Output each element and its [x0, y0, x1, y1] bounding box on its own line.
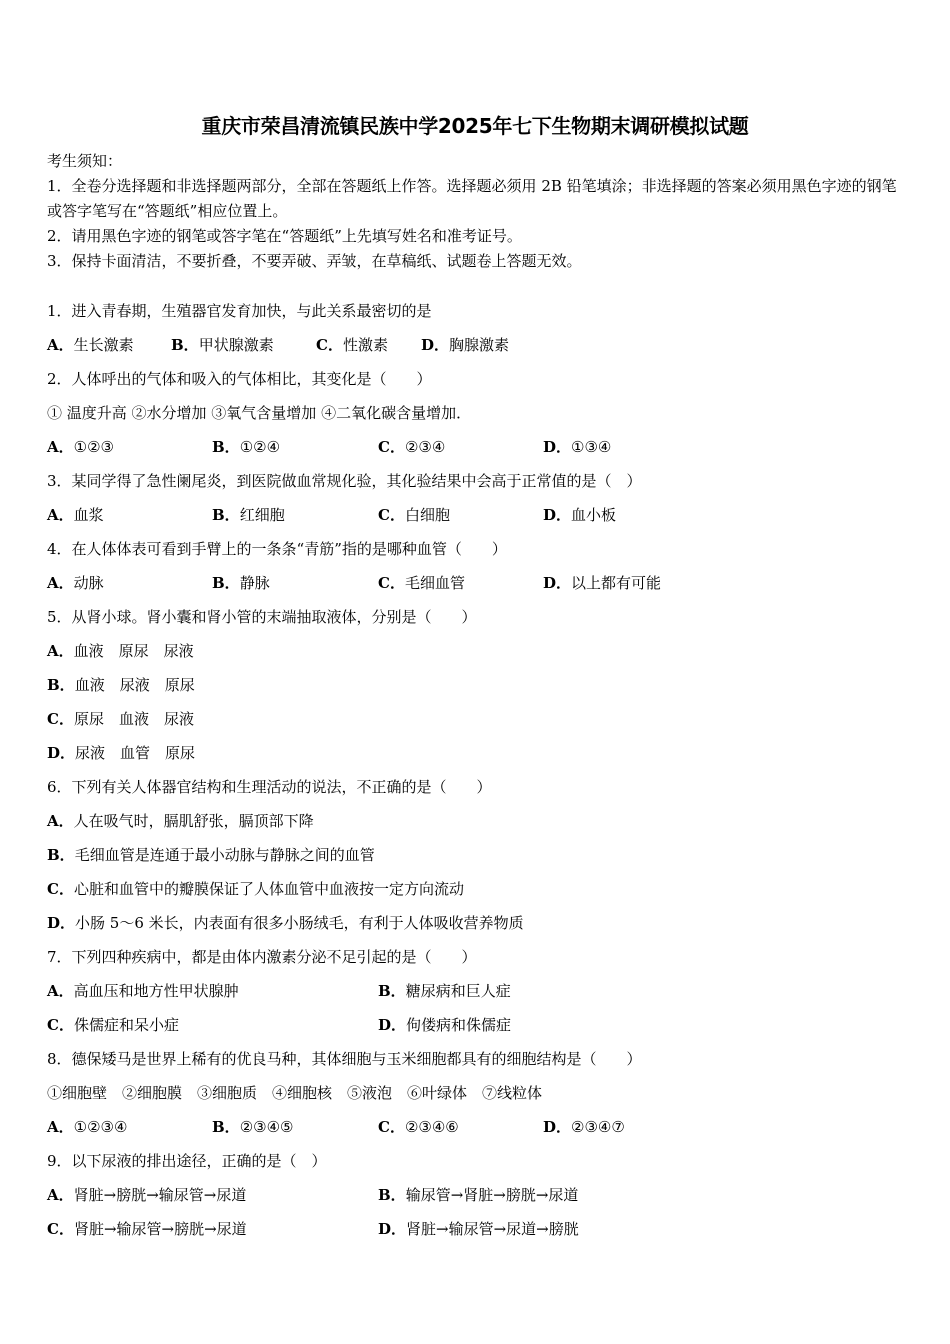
option-text: 静脉	[239, 574, 270, 592]
question-2	[47, 362, 907, 464]
option	[378, 498, 450, 532]
option-letter: A．	[47, 438, 74, 456]
option-row	[47, 906, 907, 940]
option	[212, 498, 285, 532]
option-letter: B．	[212, 1118, 240, 1136]
option-text: 动脉	[73, 574, 104, 592]
question-stem: 9．以下尿液的排出途径，正确的是（ ）	[47, 1152, 327, 1170]
option-row	[47, 1178, 907, 1212]
option-letter: D．	[543, 438, 572, 456]
option	[378, 1178, 578, 1212]
option	[47, 1212, 247, 1246]
option	[543, 430, 611, 464]
option-row	[47, 838, 907, 872]
option	[171, 328, 274, 362]
option	[47, 566, 104, 600]
question-stem: 8．德保矮马是世界上稀有的优良马种，其体细胞与玉米细胞都具有的细胞结构是（ ）	[47, 1050, 642, 1068]
option	[212, 430, 280, 464]
question-list	[47, 294, 907, 1246]
option	[378, 1008, 511, 1042]
option-text: 佝偻病和侏儒症	[406, 1016, 512, 1034]
option	[47, 906, 524, 940]
option-text: 侏儒症和呆小症	[73, 1016, 179, 1034]
option-letter: A．	[47, 642, 74, 660]
option-text: 肾脏→膀胱→输尿管→尿道	[73, 1186, 247, 1204]
option	[378, 1110, 459, 1144]
option	[543, 1110, 625, 1144]
option-letter: D．	[543, 574, 572, 592]
option-letter: C．	[378, 506, 405, 524]
option-text: 糖尿病和巨人症	[405, 982, 511, 1000]
page-title: 重庆市荣昌清流镇民族中学2025年七下生物期末调研模拟试题	[201, 114, 749, 138]
option-letter: D．	[47, 914, 76, 932]
option-text: ②③④⑦	[571, 1118, 625, 1136]
option-letter: C．	[316, 336, 343, 354]
option-text: 血小板	[571, 506, 617, 524]
option-text: 小肠 5～6 米长，内表面有很多小肠绒毛，有利于人体吸收营养物质	[75, 914, 524, 932]
option-letter: A．	[47, 982, 74, 1000]
option	[378, 566, 465, 600]
option-text: ①②③	[73, 438, 114, 456]
option-letter: D．	[421, 336, 450, 354]
option-letter: C．	[47, 880, 74, 898]
option-letter: C．	[47, 1220, 74, 1238]
option-row	[47, 736, 907, 770]
question-9	[47, 1144, 907, 1246]
option	[47, 736, 195, 770]
option-letter: D．	[543, 506, 572, 524]
option-letter: C．	[47, 1016, 74, 1034]
option-text: 甲状腺激素	[198, 336, 274, 354]
option-row	[47, 804, 907, 838]
option	[378, 1212, 579, 1246]
exam-notice	[47, 149, 902, 274]
option	[47, 804, 314, 838]
option-text: 毛细血管是连通于最小动脉与静脉之间的血管	[74, 846, 375, 864]
question-statements: ①细胞壁 ②细胞膜 ③细胞质 ④细胞核 ⑤液泡 ⑥叶绿体 ⑦线粒体	[47, 1084, 543, 1102]
notice-item: 3．保持卡面清洁，不要折叠，不要弄破、弄皱，在草稿纸、试题卷上答题无效。	[47, 252, 582, 270]
option	[47, 974, 239, 1008]
option-text: 输尿管→肾脏→膀胱→尿道	[405, 1186, 579, 1204]
option-letter: D．	[543, 1118, 572, 1136]
option-letter: B．	[378, 982, 406, 1000]
question-stem: 3．某同学得了急性阑尾炎，到医院做血常规化验，其化验结果中会高于正常值的是（ ）	[47, 472, 642, 490]
option-letter: C．	[47, 710, 74, 728]
option	[47, 838, 375, 872]
question-7	[47, 940, 907, 1042]
notice-item: 1．全卷分选择题和非选择题两部分，全部在答题纸上作答。选择题必须用 2B 铅笔填涂；非选择题的答案必须用黑色字迹的钢笔或答字笔写在“答题纸”相应位置上。	[47, 177, 897, 220]
option-text: ②③④	[404, 438, 446, 456]
option	[47, 328, 134, 362]
question-6	[47, 770, 907, 940]
option-row	[47, 430, 907, 464]
option-row	[47, 1212, 907, 1246]
option-text: 肾脏→输尿管→尿道→膀胱	[406, 1220, 579, 1238]
question-stem: 6．下列有关人体器官结构和生理活动的说法，不正确的是（ ）	[47, 778, 492, 796]
option	[47, 1110, 127, 1144]
option-letter: B．	[47, 846, 75, 864]
option	[47, 498, 104, 532]
option-text: 性激素	[342, 336, 388, 354]
option-row	[47, 328, 907, 362]
option-letter: B．	[212, 506, 240, 524]
option	[47, 634, 194, 668]
option-row	[47, 566, 907, 600]
option-text: 人在吸气时，膈肌舒张，膈顶部下降	[73, 812, 314, 830]
option-row	[47, 702, 907, 736]
option-row	[47, 974, 907, 1008]
option-letter: A．	[47, 506, 74, 524]
option	[421, 328, 509, 362]
option-letter: B．	[212, 438, 240, 456]
option-text: 心脏和血管中的瓣膜保证了人体血管中血液按一定方向流动	[73, 880, 464, 898]
option-text: 原尿 血液 尿液	[73, 710, 194, 728]
option-row	[47, 498, 907, 532]
option-letter: B．	[47, 676, 75, 694]
option-letter: A．	[47, 812, 74, 830]
question-4	[47, 532, 907, 600]
question-1	[47, 294, 907, 362]
option	[47, 430, 114, 464]
option-text: ①②③④	[73, 1118, 128, 1136]
question-statements: ① 温度升高 ②水分增加 ③氧气含量增加 ④二氧化碳含量增加．	[47, 404, 472, 422]
option-letter: A．	[47, 1118, 74, 1136]
option-text: ①②④	[239, 438, 281, 456]
option-row	[47, 668, 907, 702]
question-8	[47, 1042, 907, 1144]
option	[543, 498, 616, 532]
option-row	[47, 1110, 907, 1144]
option-letter: B．	[212, 574, 240, 592]
option	[47, 668, 195, 702]
option-letter: D．	[378, 1016, 407, 1034]
option-text: 血液 原尿 尿液	[73, 642, 194, 660]
option-text: 肾脏→输尿管→膀胱→尿道	[73, 1220, 247, 1238]
option-text: 血浆	[73, 506, 104, 524]
option-letter: A．	[47, 336, 74, 354]
option-text: ②③④⑤	[239, 1118, 294, 1136]
option-text: 毛细血管	[404, 574, 465, 592]
option-row	[47, 634, 907, 668]
option-text: 生长激素	[73, 336, 134, 354]
option-letter: C．	[378, 574, 405, 592]
question-3	[47, 464, 907, 532]
option-letter: D．	[47, 744, 76, 762]
option	[212, 1110, 293, 1144]
option	[212, 566, 270, 600]
option-letter: C．	[378, 438, 405, 456]
option-text: 尿液 血管 原尿	[75, 744, 196, 762]
question-stem: 5．从肾小球。肾小囊和肾小管的末端抽取液体，分别是（ ）	[47, 608, 477, 626]
option-letter: A．	[47, 574, 74, 592]
notice-heading: 考生须知：	[47, 152, 123, 170]
option-text: 红细胞	[239, 506, 285, 524]
notice-item: 2．请用黑色字迹的钢笔或答字笔在“答题纸”上先填写姓名和准考证号。	[47, 227, 522, 245]
option-text: 胸腺激素	[449, 336, 510, 354]
option	[543, 566, 661, 600]
question-stem: 4．在人体体表可看到手臂上的一条条“青筋”指的是哪种血管（ ）	[47, 540, 507, 558]
option-letter: B．	[171, 336, 199, 354]
option	[47, 702, 194, 736]
question-stem: 7．下列四种疾病中，都是由体内激素分泌不足引起的是（ ）	[47, 948, 477, 966]
option-letter: B．	[378, 1186, 406, 1204]
question-5	[47, 600, 907, 770]
option	[378, 430, 445, 464]
option-text: 白细胞	[404, 506, 450, 524]
question-stem: 1．进入青春期，生殖器官发育加快，与此关系最密切的是	[47, 302, 432, 320]
option-text: ①③④	[571, 438, 612, 456]
option	[47, 872, 464, 906]
option-row	[47, 872, 907, 906]
option	[316, 328, 388, 362]
option	[47, 1178, 246, 1212]
question-stem: 2．人体呼出的气体和吸入的气体相比，其变化是（ ）	[47, 370, 432, 388]
option-letter: D．	[378, 1220, 407, 1238]
option	[47, 1008, 179, 1042]
option-text: 血液 尿液 原尿	[74, 676, 195, 694]
option-text: 以上都有可能	[571, 574, 662, 592]
option-letter: A．	[47, 1186, 74, 1204]
option-text: ②③④⑥	[404, 1118, 459, 1136]
option-row	[47, 1008, 907, 1042]
option-text: 高血压和地方性甲状腺肿	[73, 982, 239, 1000]
option-letter: C．	[378, 1118, 405, 1136]
option	[378, 974, 511, 1008]
